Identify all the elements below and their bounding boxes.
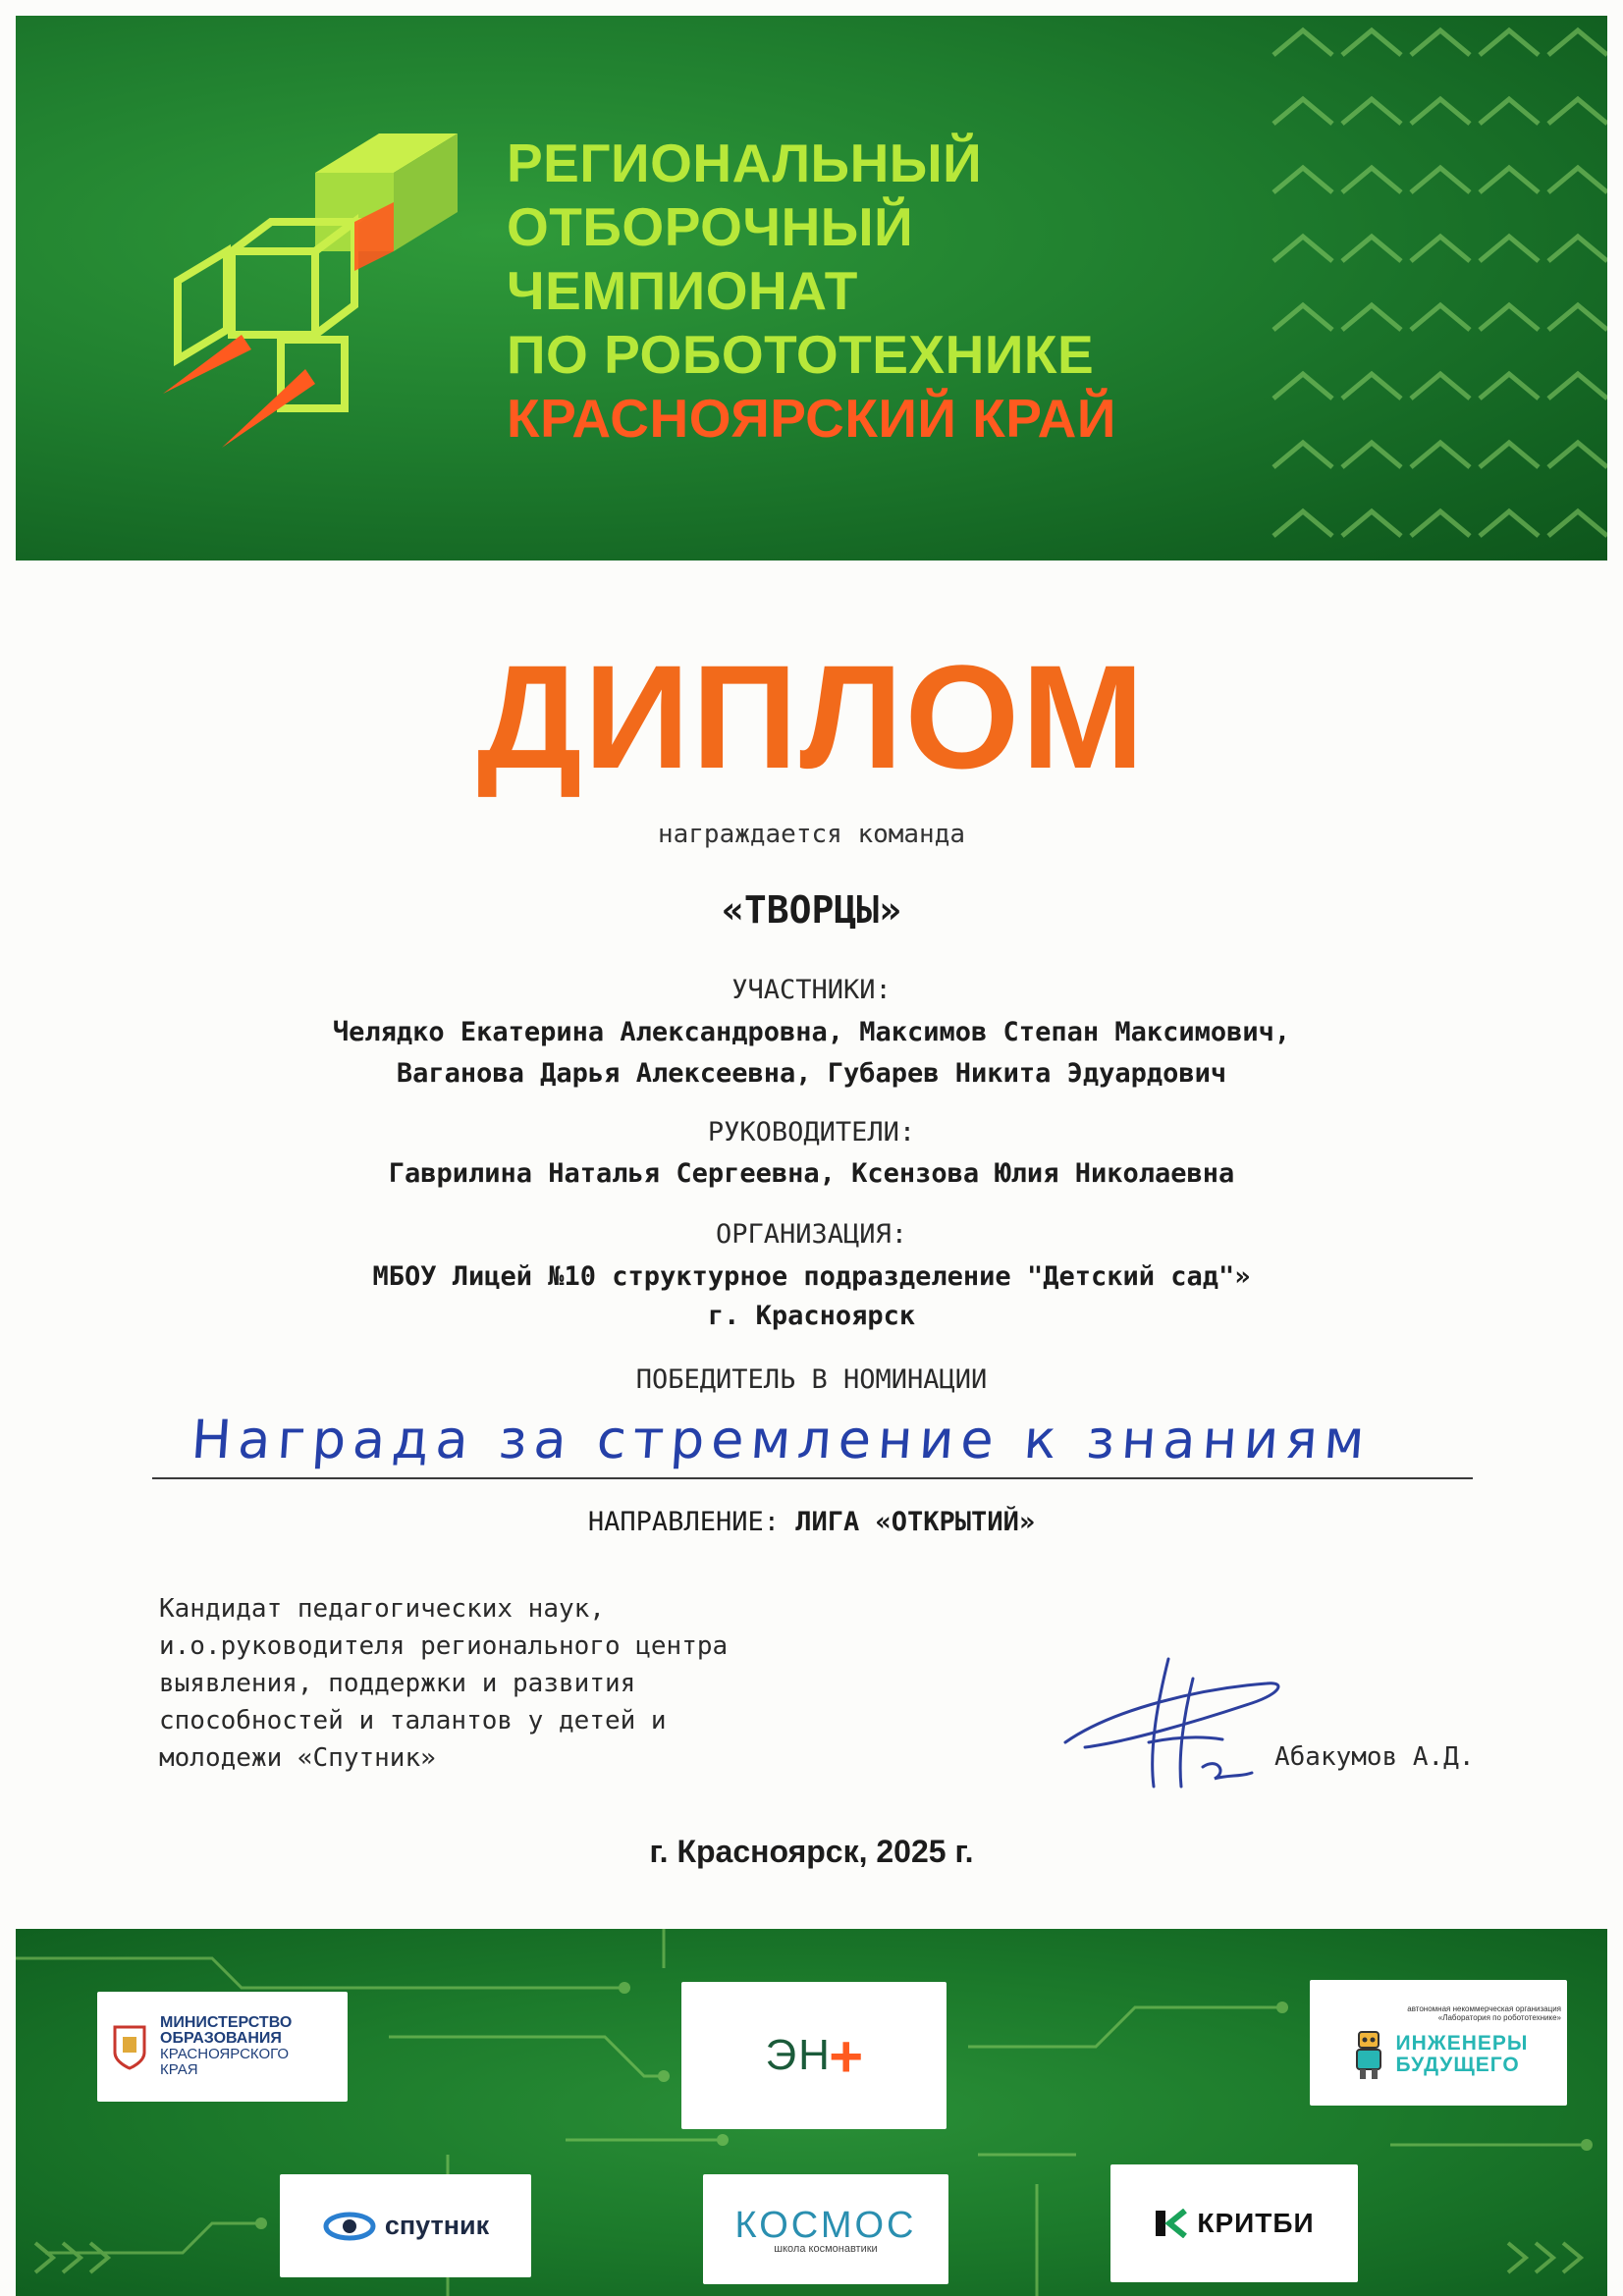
winner-label: ПОБЕДИТЕЛЬ В НОМИНАЦИИ: [635, 1364, 988, 1395]
position-line: Кандидат педагогических наук,: [159, 1594, 605, 1624]
team-name: «ТВОРЦЫ»: [721, 888, 902, 932]
position-line: и.о.руководителя регионального центра: [159, 1631, 729, 1661]
title-line: ЧЕМПИОНАТ: [507, 260, 858, 321]
header-banner: [16, 16, 1607, 561]
ministry-line: КРАЯ: [160, 2061, 198, 2078]
region-name: КРАСНОЯРСКИЙ КРАЙ: [507, 388, 1116, 449]
organization-label: ОРГАНИЗАЦИЯ:: [715, 1219, 908, 1250]
engineers-small-line: «Лаборатория по робототехнике»: [1437, 2013, 1561, 2022]
position-line: молодежи «Спутник»: [159, 1743, 436, 1773]
coat-of-arms-icon: [111, 2023, 148, 2070]
ministry-text: [160, 2015, 292, 2078]
ministry-line: КРАСНОЯРСКОГО: [160, 2046, 290, 2062]
enplus-logo: [681, 1982, 947, 2129]
kosmos-subtitle: школа космонавтики: [774, 2242, 878, 2255]
title-line: РЕГИОНАЛЬНЫЙ: [507, 133, 983, 193]
kritbi-logo: [1110, 2164, 1358, 2282]
place-and-year: г. Красноярск, 2025 г.: [649, 1834, 974, 1869]
organization-line: МБОУ Лицей №10 структурное подразделение "Детский сад"»: [372, 1261, 1251, 1292]
diploma-title: ДИПЛОМ: [476, 634, 1147, 799]
engineers-line: БУДУЩЕГО: [1395, 2054, 1520, 2076]
nomination-underline: [152, 1477, 1473, 1479]
sputnik-orbit-icon: [322, 2207, 377, 2246]
engineers-line: ИНЖЕНЕРЫ: [1395, 2032, 1529, 2055]
robot-rocket-logo: [134, 114, 487, 477]
kosmos-text: КОСМОС: [734, 2204, 917, 2246]
footer-partners: [16, 1929, 1607, 2296]
leaders-label: РУКОВОДИТЕЛИ:: [707, 1117, 916, 1148]
position-line: выявления, поддержки и развития: [159, 1669, 636, 1698]
engineers-of-future-logo: [1310, 1980, 1567, 2106]
robot-icon: [1349, 2028, 1388, 2081]
direction: [0, 1507, 1623, 1537]
signatory-name: Абакумов А.Д.: [1274, 1742, 1475, 1772]
kosmos-logo: [703, 2174, 948, 2284]
participants-label: УЧАСТНИКИ:: [731, 975, 892, 1005]
position-line: способностей и талантов у детей и: [159, 1706, 667, 1735]
ministry-line: МИНИСТЕРСТВО: [160, 2014, 293, 2031]
sputnik-text: спутник: [384, 2211, 490, 2240]
awarded-text: награждается команда: [657, 820, 966, 849]
nomination-handwritten: Награда за стремление к знаниям: [189, 1409, 1374, 1470]
sputnik-logo: [280, 2174, 531, 2277]
ministry-line: ОБРАЗОВАНИЯ: [160, 2030, 282, 2047]
handwritten-signature: [1055, 1649, 1291, 1796]
signatory-position: [159, 1590, 728, 1777]
leaders: Гаврилина Наталья Сергеевна, Ксензова Юлия Николаевна: [388, 1158, 1235, 1189]
title-line: ОТБОРОЧНЫЙ: [507, 196, 914, 257]
title-line: ПО РОБОТОТЕХНИКЕ: [507, 324, 1095, 385]
plus-icon: +: [829, 2023, 863, 2088]
participants-line: Челядко Екатерина Александровна, Максимов Степан Максимович,: [332, 1017, 1291, 1047]
organization-city: г. Красноярск: [707, 1301, 916, 1331]
direction-label: НАПРАВЛЕНИЕ:: [587, 1507, 780, 1537]
chevron-pattern: [1254, 16, 1607, 561]
participants-line: Ваганова Дарья Алексеевна, Губарев Никита Эдуардович: [396, 1058, 1227, 1089]
championship-title: [507, 132, 1116, 451]
kritbi-text: КРИТБИ: [1197, 2208, 1315, 2238]
direction-value: ЛИГА «ОТКРЫТИЙ»: [795, 1507, 1036, 1537]
kritbi-mark-icon: [1154, 2209, 1187, 2238]
enplus-text: ЭН: [765, 2031, 832, 2079]
engineers-small-line: автономная некоммерческая организация: [1407, 2004, 1561, 2013]
ministry-logo: [97, 1992, 348, 2102]
